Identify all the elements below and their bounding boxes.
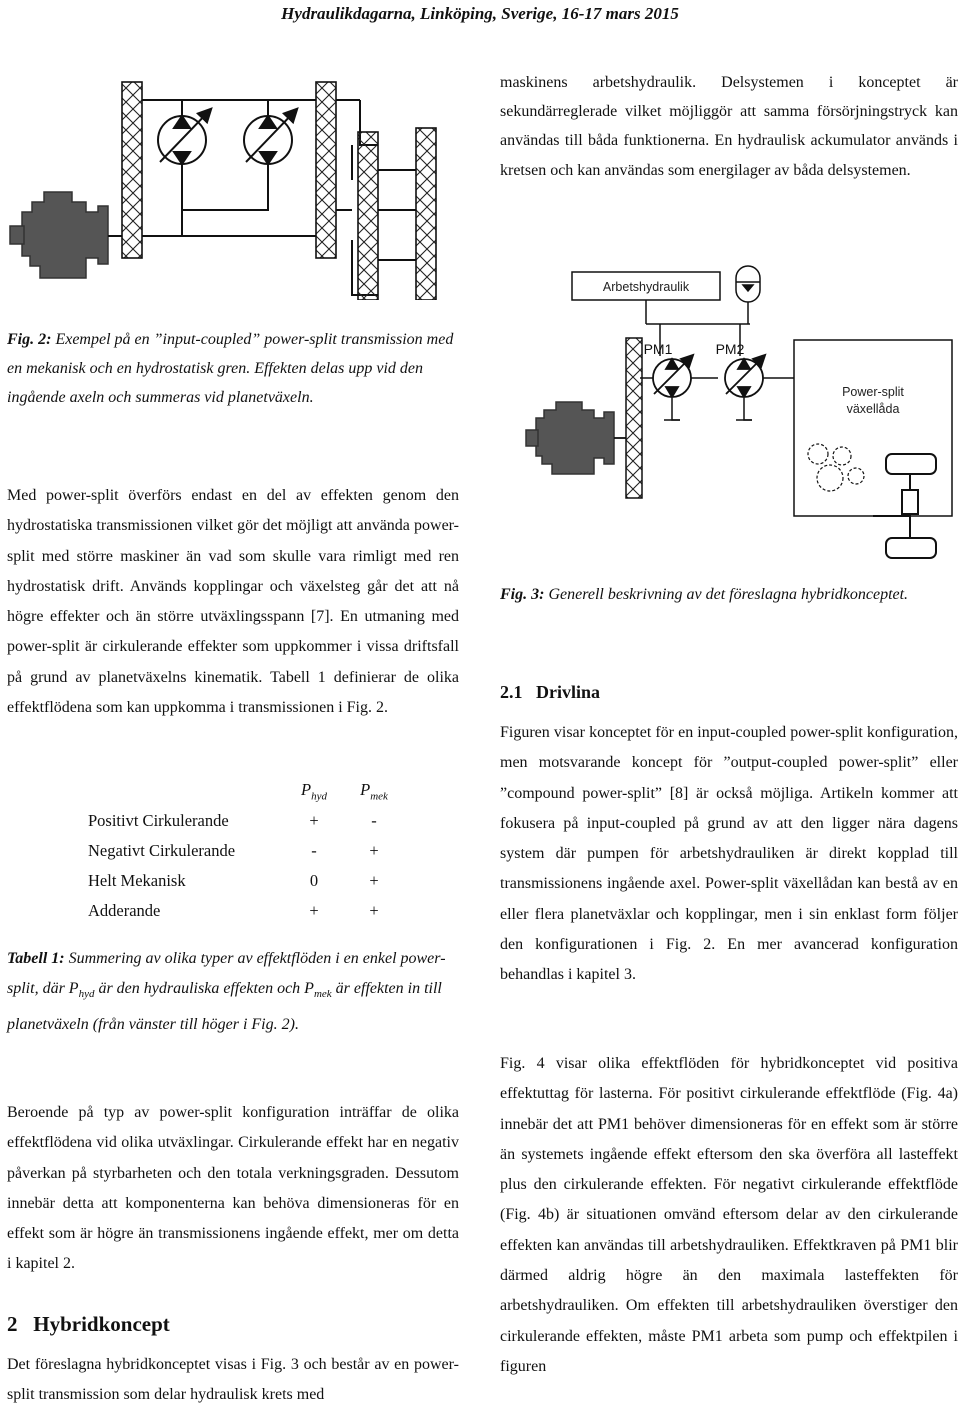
section-2-heading: 2 Hybridkoncept: [7, 1312, 170, 1336]
table-row: Adderande + +: [88, 901, 379, 920]
fig3-caption-text: Generell beskrivning av det föreslagna hybridkonceptet.: [548, 586, 909, 603]
right-intro: maskinens arbetshydraulik. Delsystemen i konceptet är sekundärreglerade vilket möjliggör att samma försörjningstryck kan användas till båda funktionerna. En hydraulisk ackumulator används i kretsen och kan användas som energilager av båda delsystemen.: [500, 74, 958, 179]
left-para2-block: [7, 1098, 459, 1280]
table1-caption: Tabell 1: Summering av olika typer av effektflöden i en enkel power-split, där $P_{hyd}$ är den hydrauliska effekten och $P_{mek}$ är effekten in till planetväxeln (från vänster till höger i Fig. 2).: [7, 950, 446, 1033]
fig2-caption-label: Fig. 2:: [7, 331, 52, 348]
engine-icon: [10, 192, 108, 278]
accumulator-icon: [736, 266, 760, 324]
hydraulic-motor-icon: [244, 110, 296, 164]
table-row: Helt Mekanisk 0 +: [88, 871, 379, 890]
right-para2-block: [500, 1049, 958, 1382]
pm1-label: PM1: [643, 341, 673, 357]
left-para2: Beroende på typ av power-split konfiguration inträffar de olika effektflödena vid olika utväxlingar. Cirkulerande effekt har en negativ påverkan på styrbarheten och den totala verkningsgraden. Dessutom innebär detta att komponenterna kan behöva dimensioneras för en effekt som är högre än transmissionens ingående effekt, mer om detta i kapitel 2.: [7, 1104, 459, 1273]
power-split-gearbox: [794, 340, 952, 516]
section-2-1-heading: 2.1 Drivlina: [500, 682, 601, 702]
left-para3-block: [7, 1350, 459, 1411]
fig2-diagram: [0, 60, 470, 300]
right-para2: Fig. 4 visar olika effektflöden för hybridkonceptet vid positiva effektuttag för lasterna. För positivt cirkulerande effektflöde (Fig. 4a) innebär det att PM1 behöver dimensioneras för en effekt som är större än systemets ingående effekt eftersom den ska överföra all lasteffekt plus den cirkulerande effekten. För negativt cirkulerande effektflöde (Fig. 4b) är situationen omvänd eftersom delar av den cirkulerande effekten kan användas till arbetshydrauliken. Effektkraven på PM1 blir därmed aldrig högre än den maximala lasteffekten för arbetshydrauliken. Om effekten till arbetshydrauliken överstiger den cirkulerande effekten, måste PM1 arbeta som pump och effektpilen i figuren: [500, 1055, 958, 1375]
fig3-diagram: [500, 258, 960, 568]
fig2-caption-text: Exempel på en ”input-coupled” power-split transmission med en mekanisk och en hydrostatisk gren. Effekten delas upp vid den ingående axeln och summeras vid planetväxeln.: [7, 331, 454, 406]
fig2-caption: [7, 325, 457, 412]
fig3-caption: [500, 580, 958, 610]
gearbox-label-line2: växellåda: [846, 402, 900, 416]
left-para1-block: [7, 481, 459, 723]
pm2-label: PM2: [715, 341, 745, 357]
right-para1: Figuren visar konceptet för en input-coupled power-split konfiguration, men motsvarande koncept för ”output-coupled power-split” eller ”compound power-split” [8] är också möjliga. Artikeln kommer att fokusera på input-coupled på grund av att den ligger nära dagens system där pumpen för arbetshydrauliken är direkt kopplad till transmissionens ingående axel. Power-split växellådan kan bestå av en eller flera planetväxlar och kopplingar, men i sin enklast form följer den konfigurationen i Fig. 2. En mer avancerad konfiguration behandlas i kapitel 3.: [500, 724, 958, 984]
table-col-hyd: P: [301, 779, 312, 799]
table-row: Positivt Cirkulerande + -: [88, 811, 377, 830]
right-intro-block: [500, 68, 958, 185]
fig3-caption-label: Fig. 3:: [500, 586, 545, 603]
arbetshydraulik-label: Arbetshydraulik: [602, 280, 690, 294]
gearbox-label-line1: Power-split: [842, 385, 904, 399]
left-para3: Det föreslagna hybridkonceptet visas i Fig. 3 och består av en power-split transmission som delar hydraulisk krets med: [7, 1356, 459, 1404]
table-col-mek: P: [360, 779, 371, 799]
right-para1-block: [500, 718, 958, 991]
left-para1: Med power-split överförs endast en del av effekten genom den hydrostatiska transmissionen vilket gör det möjligt att använda power-split med större maskiner än vad som skulle vara rimligt med ren hydrostatisk drift. Används kopplingar och växelsteg går det att nå högre effekter och än större utväxlingsspann [7]. En utmaning med power-split är cirkulerande effekter som uppkommer i vissa driftsfall på grund av planetväxelns kinematik. Tabell 1 definierar de olika effektflödena som kan uppkomma i transmissionen i Fig. 2.: [7, 487, 459, 717]
pm2-machine-icon: [725, 356, 764, 397]
running-header: Hydraulikdagarna, Linköping, Sverige, 16-17 mars 2015: [281, 4, 679, 23]
table1-caption-label: Tabell 1:: [7, 950, 65, 967]
engine-icon: [526, 402, 614, 474]
hydraulic-pump-icon: [158, 110, 210, 164]
pm1-machine-icon: [653, 356, 692, 397]
table1: $P_{hyd}$ $P_{mek}$ Positivt Cirkulerande + - Negativt Cirkulerande - + Helt Mekanisk 0 + Adderande + +: [88, 776, 404, 926]
table-row: Negativt Cirkulerande - +: [88, 841, 379, 860]
